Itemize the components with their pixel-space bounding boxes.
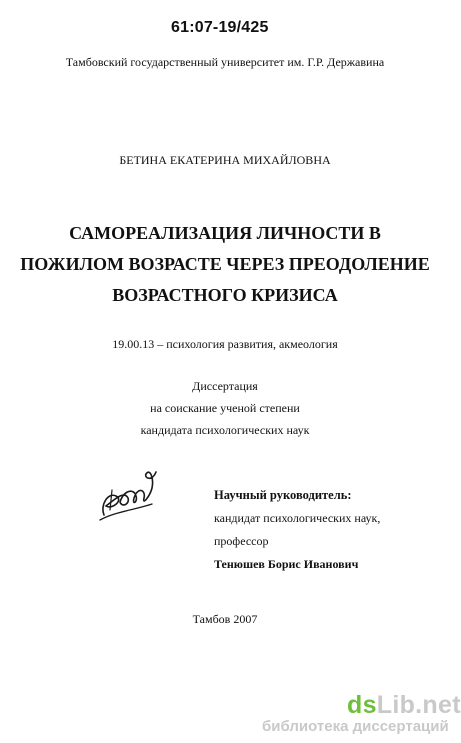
- watermark-brand-green: ds: [347, 691, 377, 719]
- specialty-code: 19.00.13 – психология развития, акмеология: [112, 337, 338, 351]
- watermark-brand: [347, 691, 461, 719]
- university-name: Тамбовский государственный университет им. Г.Р. Державина: [65, 55, 385, 69]
- author-name: БЕТИНА ЕКАТЕРИНА МИХАЙЛОВНА: [119, 153, 331, 167]
- supervisor-block: [214, 484, 380, 576]
- supervisor-name: Тенюшев Борис Иванович: [214, 557, 359, 571]
- watermark-subtitle: библиотека диссертаций: [262, 718, 449, 735]
- description-line: кандидата психологических наук: [140, 423, 310, 437]
- dissertation-title: [0, 218, 450, 311]
- supervisor-heading: Научный руководитель:: [214, 488, 352, 502]
- watermark-brand-gray: Lib.net: [376, 691, 461, 719]
- description-line: на соискание ученой степени: [150, 401, 300, 415]
- place-and-year: Тамбов 2007: [192, 612, 258, 626]
- watermark-logo: [347, 691, 461, 720]
- title-line: ПОЖИЛОМ ВОЗРАСТЕ ЧЕРЕЗ ПРЕОДОЛЕНИЕ: [20, 254, 430, 274]
- title-line: ВОЗРАСТНОГО КРИЗИСА: [112, 285, 338, 305]
- signature-image: [94, 460, 174, 528]
- supervisor-degree: кандидат психологических наук,: [214, 511, 381, 525]
- catalog-number: 61:07-19/425: [171, 19, 269, 36]
- dissertation-description: [0, 375, 450, 441]
- supervisor-rank: профессор: [214, 534, 269, 548]
- description-line: Диссертация: [192, 379, 258, 393]
- title-line: САМОРЕАЛИЗАЦИЯ ЛИЧНОСТИ В: [69, 223, 381, 243]
